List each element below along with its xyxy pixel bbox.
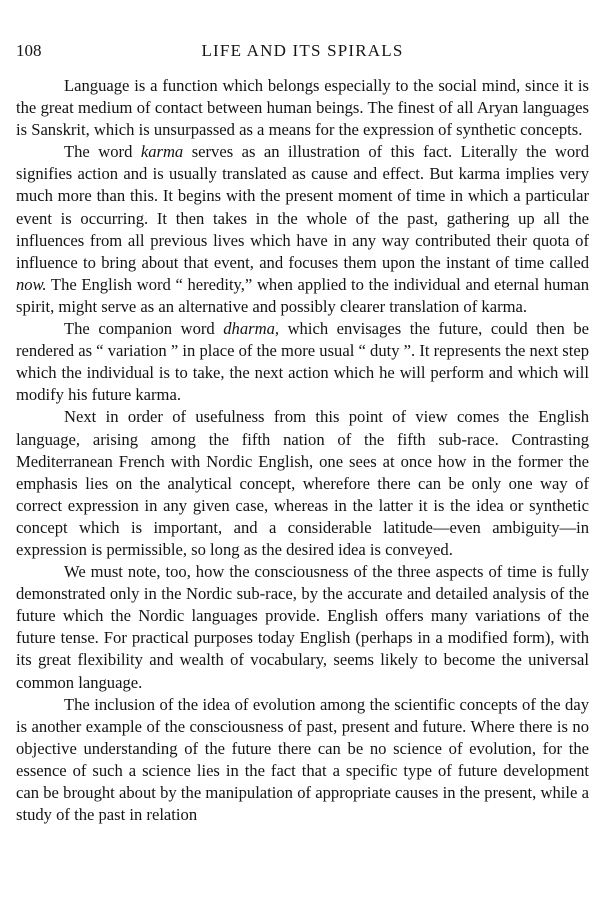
page-header	[16, 40, 589, 66]
karma-term: karma	[140, 142, 184, 162]
page-number: 108	[16, 41, 42, 60]
karma-text-end: The English word “ heredity,” when applied to the individual and eternal human spirit, might serve as an alternative and possibly clearer translation of karma.	[16, 274, 589, 316]
running-title: LIFE AND ITS SPIRALS	[201, 41, 404, 60]
paragraph-dharma	[16, 318, 589, 406]
now-term: now.	[16, 274, 47, 294]
book-page	[16, 40, 589, 826]
paragraph-english-language: Next in order of usefulness from this point of view comes the English language, arising among the fifth nation of the fifth sub-race. Contrasting Mediterranean French with Nordic English, one sees at once how in the former the emphasis lies on the analytical concept, wherefore there can be only one way of correct expression in any given case, whereas in the latter it is the idea or synthetic concept which is important, and a considerable latitude—even ambiguity—in expression is permissible, so long as the desired idea is conveyed.	[16, 407, 589, 559]
paragraph-language: Language is a function which belongs especially to the social mind, since it is the great medium of contact between human beings. The finest of all Aryan languages is Sanskrit, which is unsurpassed as a means for the expression of synthetic concepts.	[16, 76, 589, 140]
dharma-text-end: which envisages the future, could then be rendered as “ variation ” in place of the more usual “ duty ”. It represents the next step which the individual is to take, the next action which he will perform and which will modify his future karma.	[16, 319, 589, 405]
body-text	[16, 75, 589, 826]
karma-text-start: The word	[64, 142, 141, 162]
paragraph-evolution: The inclusion of the idea of evolution among the scientific concepts of the day is another example of the consciousness of past, present and future. Where there is no objective understanding of the future there can be no science of evolution, for the essence of such a science lies in the fact that a specific type of future development can be brought about by the manipulation of appropriate causes in the present, while a study of the past in relation	[16, 694, 589, 825]
paragraph-karma	[16, 141, 589, 318]
paragraph-nordic-consciousness: We must note, too, how the consciousness of the three aspects of time is fully demonstrated only in the Nordic sub-race, by the accurate and detailed analysis of the future which the Nordic languages provide. English offers many variations of the future tense. For practical purposes today English (perhaps in a modified form), with its great flexibility and wealth of vocabulary, seems likely to become the universal common language.	[16, 562, 589, 692]
dharma-text-start: The companion word	[64, 319, 224, 339]
dharma-term: dharma,	[223, 319, 280, 339]
karma-text-middle: serves as an illustration of this fact. Literally the word signifies action and is usually translated as cause and effect. But karma implies very much more than this. It begins with the present moment of time in which a particular event is occurring. It then takes in the whole of the past, gathering up all the influences from all previous lives which have in any way contributed their quota of influence to bring about that event, and focuses them upon the instant of time called	[16, 142, 590, 272]
